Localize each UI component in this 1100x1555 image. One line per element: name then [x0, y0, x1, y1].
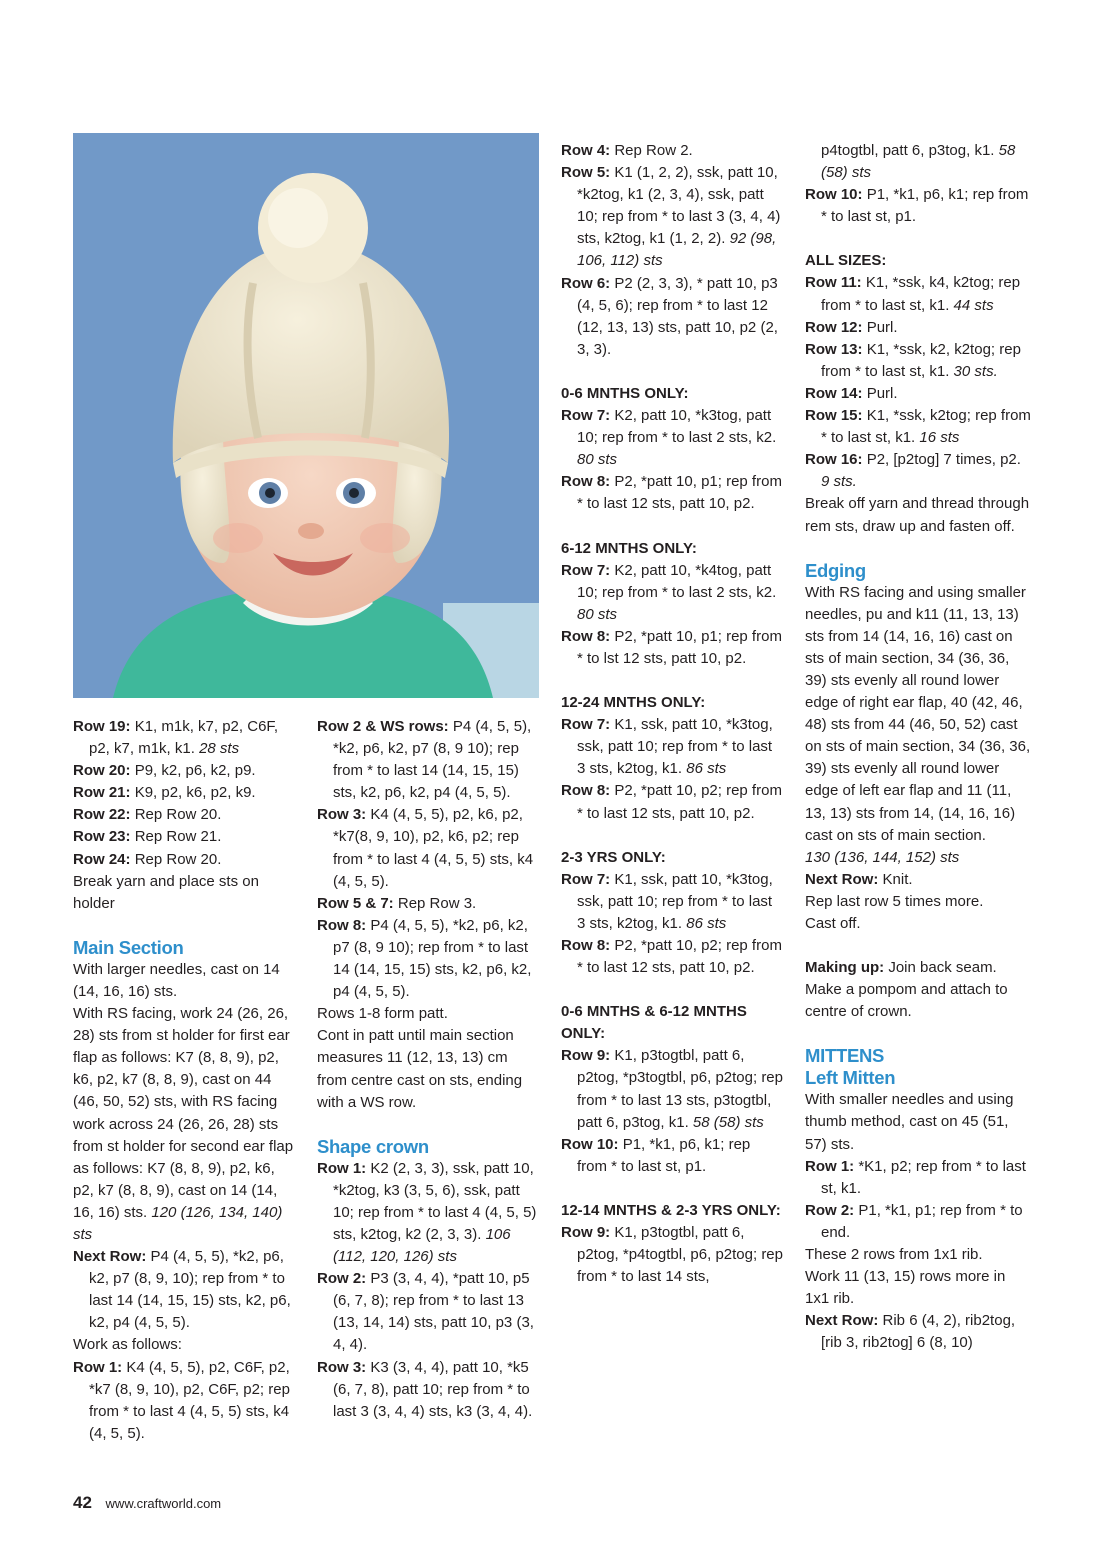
size-subheading: 0-6 MNTHS ONLY: [561, 384, 689, 402]
instruction-text: K1, p3togtbl, patt 6, p2tog, *p4togtbl, p6, p2tog; rep from * to last 14 sts, [577, 1224, 783, 1286]
instruction-text: Break off yarn and thread through rem sts, draw up and fasten off. [805, 495, 1030, 535]
instruction-text: Rep last row 5 times more. [805, 892, 984, 910]
pattern-instruction [561, 560, 783, 626]
pattern-instruction [561, 626, 783, 670]
row-label: Row 2: [317, 1270, 367, 1288]
instruction-text: Break yarn and place sts on holder [73, 872, 259, 912]
row-label: Row 6: [561, 274, 611, 292]
spacer [805, 935, 1031, 957]
pattern-instruction [805, 184, 1031, 228]
section-heading: Edging [805, 559, 866, 581]
row-label: Row 8: [561, 782, 611, 800]
stitch-count: 44 sts [953, 296, 994, 314]
row-label: Row 8: [561, 937, 611, 954]
instruction-text: *K1, p2; rep from * to last st, k1. [821, 1157, 1026, 1197]
row-label: Next Row: [805, 1312, 879, 1330]
baby-hat-photo [73, 133, 539, 698]
instruction-text: With RS facing and using smaller needles, pu and k11 (11, 13, 13) sts from 14 (14, 16, 16) cast on sts of main section, 34 (36, 36, 39) sts evenly all round lower edge of right ear flap, 40 (42, 46, 48) sts from 44 (46, 50, 52) cast on sts of main section, 34 (36, 36, 39) sts evenly all round lower edge of left ear flap and 11 (11, 13, 13) sts from 14, (14, 16, 16) cast on sts of main section. [805, 583, 1031, 844]
instruction-text: K1, *ssk, k2tog; rep from * to last st, k1. [821, 407, 1031, 447]
spacer [317, 1114, 539, 1136]
stitch-count-line [805, 847, 1031, 869]
pattern-instruction [805, 405, 1031, 449]
instruction-text: K2, patt 10, *k3tog, patt 10; rep from * to last 2 sts, k2. [577, 407, 777, 447]
pattern-instruction [73, 1357, 295, 1445]
size-subheading: 12-24 MNTHS ONLY: [561, 694, 706, 712]
pattern-instruction [805, 1244, 1031, 1266]
row-label: Row 12: [805, 318, 863, 336]
instruction-text: P2, *patt 10, p1; rep from * to last 12 sts, patt 10, p2. [577, 473, 782, 513]
pattern-instruction [561, 162, 783, 272]
row-label: Row 11: [805, 274, 862, 292]
instruction-text: With RS facing, work 24 (26, 26, 28) sts from st holder for first ear flap as follows: K7 (8, 8, 9), p2, k6, p2, k7 (8, 8, 9), cast on 44 (46, 50, 52) sts, with RS facing work across 24 (26, 26, 28) sts from st holder for second ear flap as follows: K7 (8, 8, 9), p2, k6, p2, k7 (8, 8, 9), cast on 14 (14, 16, 16) sts. [73, 1005, 294, 1221]
row-label: Next Row: [73, 1248, 147, 1266]
instruction-text: With smaller needles and using thumb method, cast on 45 (51, 57) sts. [805, 1091, 1014, 1153]
row-label: Row 2: [805, 1201, 855, 1219]
instruction-text: K3 (3, 4, 4), patt 10, *k5 (6, 7, 8), patt 10; rep from * to last 3 (3, 4, 4) sts, k3 (3, 4, 4). [333, 1358, 533, 1420]
instruction-text: Cast off. [805, 915, 861, 932]
instruction-text: Cont in patt until main section measures 11 (12, 13, 13) cm from centre cast on sts, ending with a WS row. [317, 1027, 523, 1111]
text-column-2 [317, 716, 539, 1423]
instruction-text: Purl. [866, 318, 898, 336]
pattern-instruction [561, 140, 783, 162]
pattern-instruction [317, 915, 539, 1003]
pattern-instruction [805, 449, 1031, 493]
spacer [561, 670, 783, 692]
row-label: Row 5 & 7: [317, 894, 394, 912]
section-heading: Left Mitten [805, 1067, 896, 1089]
stitch-count: 58 (58) sts [692, 1113, 764, 1131]
row-label: Row 15: [805, 407, 863, 425]
instruction-text: K1, *ssk, k4, k2tog; rep from * to last st, k1. [821, 274, 1021, 314]
size-subheading: ALL SIZES: [805, 252, 887, 270]
stitch-count: 106 (112, 120, 126) sts [333, 1225, 511, 1266]
row-label: Row 8: [317, 916, 367, 934]
pattern-instruction [805, 957, 1031, 1023]
row-label: Row 21: [73, 784, 131, 802]
stitch-count: 86 sts [686, 760, 727, 778]
pattern-instruction [73, 1003, 295, 1246]
pattern-instruction [73, 826, 295, 848]
spacer [561, 825, 783, 847]
row-label: Row 9: [561, 1047, 611, 1065]
text-column-3 [561, 140, 783, 1288]
section-heading: Shape crown [317, 1135, 429, 1157]
instruction-text: K9, p2, k6, p2, k9. [134, 784, 256, 802]
pattern-instruction [805, 317, 1031, 339]
instruction-text: P2, *patt 10, p1; rep from * to lst 12 sts, patt 10, p2. [577, 627, 782, 667]
pattern-instruction [73, 871, 295, 915]
instruction-text: Work 11 (13, 15) rows more in 1x1 rib. [805, 1268, 1006, 1308]
pattern-instruction [805, 383, 1031, 405]
stitch-count: 28 sts [199, 740, 240, 758]
instruction-text: P3 (3, 4, 4), *patt 10, p5 (6, 7, 8); rep from * to last 13 (13, 14, 14) sts, patt 10, p3 (3, 4, 4). [333, 1270, 534, 1354]
baby-photo-illustration [73, 133, 539, 698]
instruction-text: Rep Row 21. [134, 828, 222, 846]
instruction-text: Knit. [882, 870, 913, 888]
pattern-instruction [805, 339, 1031, 383]
spacer [73, 915, 295, 937]
row-label: Row 1: [73, 1358, 123, 1376]
spacer [805, 228, 1031, 250]
row-label: Row 3: [317, 1358, 367, 1376]
row-label: Row 13: [805, 340, 863, 358]
row-label: Row 7: [561, 716, 611, 734]
pattern-instruction [317, 1268, 539, 1356]
pattern-instruction [805, 582, 1031, 847]
text-column-1 [73, 716, 295, 1445]
row-label: Row 10: [561, 1135, 619, 1153]
row-label: Row 24: [73, 850, 131, 868]
instruction-text: Join back seam. Make a pompom and attach to centre of crown. [805, 959, 1008, 1021]
row-label: Row 7: [561, 561, 611, 579]
row-label: Row 3: [317, 806, 367, 824]
row-label: Row 22: [73, 806, 131, 824]
row-label: Making up: [805, 959, 885, 977]
instruction-text: K1, *ssk, k2, k2tog; rep from * to last st, k1. [821, 340, 1021, 380]
instruction-text: Rows 1-8 form patt. [317, 1005, 448, 1023]
pattern-instruction [561, 405, 783, 471]
row-label: Row 8: [561, 627, 611, 645]
footer-url: www.craftworld.com [105, 1496, 222, 1511]
row-label: Row 8: [561, 473, 611, 491]
instruction-text: K4 (4, 5, 5), p2, C6F, p2, *k7 (8, 9, 10), p2, C6F, p2; rep from * to last 4 (4, 5, 5) sts, k4 (4, 5, 5). [89, 1358, 290, 1442]
section-heading: Main Section [73, 936, 184, 958]
row-label: Row 1: [317, 1159, 367, 1177]
instruction-text: P9, k2, p6, k2, p9. [134, 762, 256, 780]
instruction-text: K2, patt 10, *k4tog, patt 10; rep from * to last 2 sts, k2. [577, 561, 777, 601]
instruction-text: Rep Row 20. [134, 850, 222, 868]
instruction-text: K1, m1k, k7, p2, C6F, p2, k7, m1k, k1. [89, 718, 279, 758]
pattern-instruction [805, 272, 1031, 316]
pattern-instruction [73, 804, 295, 826]
stitch-count: 30 sts. [953, 362, 998, 380]
pattern-instruction [805, 913, 1031, 935]
pattern-instruction [561, 1045, 783, 1133]
instruction-text: P4 (4, 5, 5), *k2, p6, k2, p7 (8, 9, 10); rep from * to last 14 (14, 15, 15) sts, k2, p6, k2, p4 (4, 5, 5). [89, 1248, 291, 1332]
stitch-count: 130 (136, 144, 152) sts [805, 848, 960, 866]
row-label: Row 5: [561, 164, 611, 182]
instruction-text: K1, p3togtbl, patt 6, p2tog, *p3togtbl, p6, p2tog; rep from * to last 13 sts, p3togtbl, patt 6, p3tog, k1. [577, 1047, 783, 1131]
pattern-instruction [561, 1134, 783, 1178]
instruction-text: K1, ssk, patt 10, *k3tog, ssk, patt 10; rep from * to last 3 sts, k2tog, k1. [577, 716, 773, 778]
spacer [561, 979, 783, 1001]
row-label: Row 14: [805, 384, 863, 402]
instruction-text: Rep Row 3. [397, 894, 477, 912]
size-subheading: 2-3 YRS ONLY: [561, 848, 666, 866]
pattern-instruction [805, 1200, 1031, 1244]
instruction-text: K2 (2, 3, 3), ssk, patt 10, *k2tog, k3 (3, 5, 6), ssk, patt 10; rep from * to last 4 (4, 5, 5) sts, k2tog, k2 (2, 3, 3). [333, 1159, 537, 1243]
pattern-instruction [317, 1025, 539, 1113]
pattern-instruction [805, 140, 1031, 184]
pattern-instruction [73, 849, 295, 871]
pattern-instruction [805, 1089, 1031, 1155]
pattern-instruction [561, 1222, 783, 1288]
row-label: Row 19: [73, 718, 131, 735]
row-label: Row 20: [73, 762, 131, 780]
pattern-instruction [561, 869, 783, 935]
row-label: Row 4: [561, 142, 611, 159]
instruction-text: P4 (4, 5, 5), *k2, p6, k2, p7 (8, 9 10); rep from * to last 14 (14, 15, 15) sts, k2, p6, k2, p4 (4, 5, 5). [333, 916, 532, 1001]
stitch-count: 80 sts [577, 605, 618, 623]
instruction-text: Rep Row 2. [614, 142, 693, 159]
instruction-text: p4togtbl, patt 6, p3tog, k1. [821, 142, 995, 159]
instruction-text: P1, *k1, p6, k1; rep from * to last st, p1. [577, 1135, 751, 1175]
page-footer [73, 1493, 221, 1513]
spacer [561, 361, 783, 383]
row-label: Next Row: [805, 870, 879, 888]
spacer [805, 1023, 1031, 1045]
text-column-4 [805, 140, 1031, 1355]
row-label: Row 1: [805, 1157, 855, 1175]
instruction-text: These 2 rows from 1x1 rib. [805, 1246, 983, 1264]
stitch-count: 120 (126, 134, 140) sts [73, 1203, 283, 1243]
page-number: 42 [73, 1493, 92, 1512]
spacer [561, 1178, 783, 1200]
instruction-text: P2, *patt 10, p2; rep from * to last 12 sts, patt 10, p2. [577, 782, 782, 822]
pattern-instruction [317, 1158, 539, 1268]
pattern-instruction [73, 959, 295, 1003]
pattern-instruction [561, 935, 783, 979]
pattern-instruction [317, 1357, 539, 1423]
stitch-count: 92 (98, 106, 112) sts [577, 230, 777, 270]
pattern-instruction [561, 780, 783, 824]
pattern-instruction [561, 471, 783, 515]
row-label: Row 23: [73, 828, 131, 846]
row-label: Row 2 & WS rows: [317, 718, 449, 735]
instruction-text: K1, ssk, patt 10, *k3tog, ssk, patt 10; rep from * to last 3 sts, k2tog, k1. [577, 870, 773, 932]
row-label: Row 16: [805, 451, 863, 469]
pattern-instruction [805, 1266, 1031, 1310]
pattern-instruction [317, 804, 539, 892]
stitch-count: 86 sts [686, 914, 727, 932]
size-subheading: 0-6 MNTHS & 6-12 MNTHS ONLY: [561, 1003, 747, 1043]
instruction-text: Rib 6 (4, 2), rib2tog, [rib 3, rib2tog] 6 (8, 10) [821, 1312, 1016, 1352]
instruction-text: P2, *patt 10, p2; rep from * to last 12 sts, patt 10, p2. [577, 937, 782, 977]
pattern-instruction [805, 891, 1031, 913]
instruction-text: P2, [p2tog] 7 times, p2. [866, 451, 1021, 469]
pattern-instruction [73, 1334, 295, 1356]
pattern-instruction [73, 760, 295, 782]
instruction-text: P2 (2, 3, 3), * patt 10, p3 (4, 5, 6); rep from * to last 12 (12, 13, 13) sts, patt 10, p2 (2, 3, 3). [577, 274, 778, 358]
stitch-count: 58 (58) sts [821, 142, 1016, 182]
pattern-instruction [805, 1310, 1031, 1354]
row-label: Row 10: [805, 186, 863, 204]
pattern-instruction [805, 869, 1031, 891]
pattern-instruction [317, 1003, 539, 1025]
row-label: Row 7: [561, 407, 611, 425]
instruction-text: P1, *k1, p6, k1; rep from * to last st, p1. [821, 186, 1029, 226]
instruction-text: K4 (4, 5, 5), p2, k6, p2, *k7(8, 9, 10), p2, k6, p2; rep from * to last 4 (4, 5, 5) sts, k4 (4, 5, 5). [333, 806, 534, 890]
instruction-text: P1, *k1, p1; rep from * to end. [821, 1201, 1023, 1241]
instruction-text: P4 (4, 5, 5), *k2, p6, k2, p7 (8, 9 10); rep from * to last 14 (14, 15, 15) sts, k2, p6, k2, p4 (4, 5, 5). [333, 718, 532, 802]
instruction-text: K1 (1, 2, 2), ssk, patt 10, *k2tog, k1 (2, 3, 4), ssk, patt 10; rep from * to last 3 (3, 4, 4) sts, k2tog, k1 (1, 2, 2). [577, 164, 781, 248]
spacer [561, 516, 783, 538]
pattern-instruction [317, 716, 539, 804]
pattern-instruction [73, 716, 295, 760]
spacer [805, 538, 1031, 560]
pattern-instruction [805, 493, 1031, 537]
stitch-count: 16 sts [919, 429, 960, 447]
row-label: Row 9: [561, 1224, 611, 1242]
instruction-text: With larger needles, cast on 14 (14, 16, 16) sts. [73, 960, 280, 1000]
pattern-instruction [805, 1156, 1031, 1200]
stitch-count: 9 sts. [821, 473, 857, 491]
instruction-text: Purl. [866, 384, 898, 402]
size-subheading: 12-14 MNTHS & 2-3 YRS ONLY: [561, 1201, 781, 1219]
section-heading: MITTENS [805, 1045, 885, 1067]
stitch-count: 80 sts [577, 451, 618, 469]
instruction-text: Work as follows: [73, 1336, 182, 1354]
instruction-text: Rep Row 20. [134, 806, 222, 824]
row-label: Row 7: [561, 870, 611, 888]
pattern-instruction [73, 782, 295, 804]
pattern-instruction [561, 714, 783, 780]
size-subheading: 6-12 MNTHS ONLY: [561, 539, 697, 557]
pattern-instruction [561, 273, 783, 361]
pattern-instruction [73, 1246, 295, 1334]
pattern-instruction [317, 893, 539, 915]
